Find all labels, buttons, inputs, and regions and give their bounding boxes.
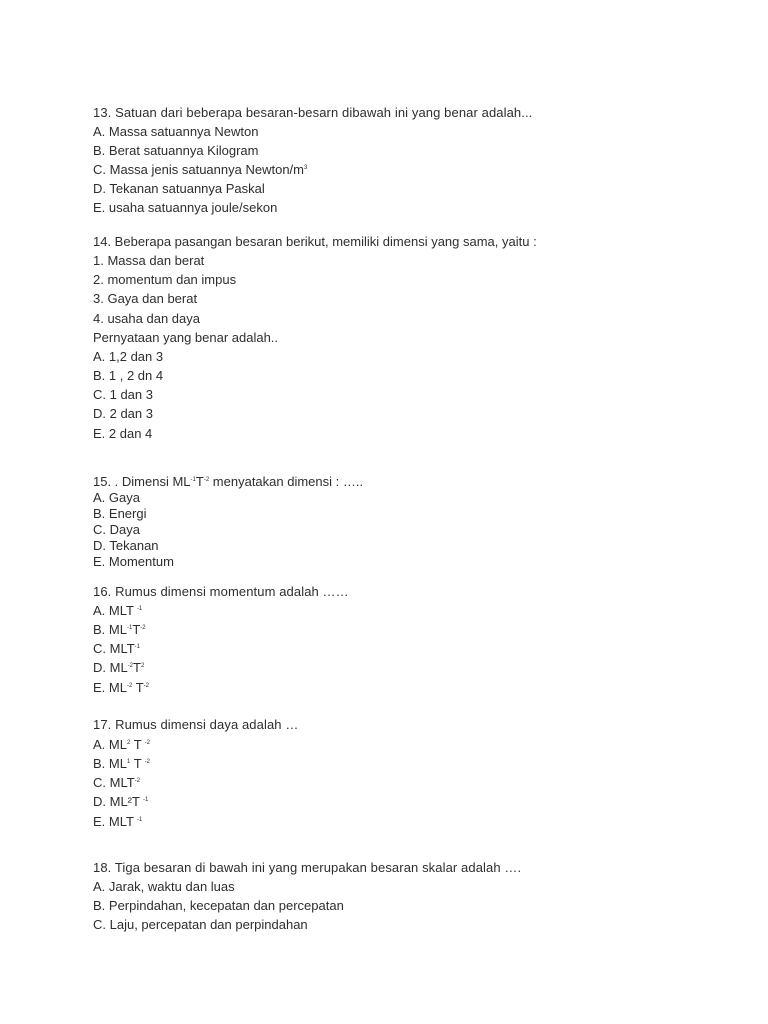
q17-option-d-pre: D. ML²T <box>93 794 140 809</box>
q17-option-b <box>93 756 150 772</box>
q15-question-post: menyatakan dimensi : ….. <box>209 474 364 489</box>
q17-option-a-mid: T <box>130 737 142 752</box>
q17-option-a <box>93 737 150 753</box>
q14-statement-3: 3. Gaya dan berat <box>93 291 198 306</box>
q14-statement-2: 2. momentum dan impus <box>93 272 237 287</box>
q16-option-c <box>93 641 140 657</box>
q14-option-e: E. 2 dan 4 <box>93 426 153 441</box>
q17-option-a-sup-2: -2 <box>144 740 150 746</box>
q14-statement-1: 1. Massa dan berat <box>93 253 205 268</box>
q15-question-mid: T <box>195 474 204 489</box>
q16-option-b-mid: T <box>132 622 141 637</box>
q16-option-d-sup-1: -2 <box>127 663 134 669</box>
q17-option-c-pre: C. MLT <box>93 775 135 790</box>
q14-prompt: Pernyataan yang benar adalah.. <box>93 330 279 345</box>
q16-option-b-sup-1: -1 <box>126 625 133 631</box>
q17-option-d <box>93 794 148 810</box>
q14-option-c: C. 1 dan 3 <box>93 387 153 402</box>
q14-statement-4: 4. usaha dan daya <box>93 311 200 326</box>
q15-option-c: C. Daya <box>93 522 140 537</box>
q17-option-b-sup-1: 1 <box>126 759 131 765</box>
q17-option-c-sup: -2 <box>134 778 140 784</box>
q16-option-e-sup-2: -2 <box>143 683 149 689</box>
q16-option-d-sup-2: 2 <box>140 663 145 669</box>
q16-option-d-pre: D. ML <box>93 660 128 675</box>
q13-option-b: B. Berat satuannya Kilogram <box>93 143 259 158</box>
q15-question-sup-2: -2 <box>203 477 210 483</box>
q14-option-d: D. 2 dan 3 <box>93 406 153 421</box>
q13-option-e: E. usaha satuannya joule/sekon <box>93 200 278 215</box>
q17-option-d-sup: -1 <box>142 797 149 803</box>
q16-option-e <box>93 680 149 696</box>
q17-option-e <box>93 814 142 830</box>
q17-option-e-sup: -1 <box>136 817 143 823</box>
q18-option-a: A. Jarak, waktu dan luas <box>93 879 235 894</box>
q18-option-c: C. Laju, percepatan dan perpindahan <box>93 917 308 932</box>
q16-option-b-pre: B. ML <box>93 622 127 637</box>
q17-option-a-sup-1: 2 <box>126 740 131 746</box>
q18-option-b: B. Perpindahan, kecepatan dan percepatan <box>93 898 344 913</box>
q16-option-a <box>93 603 142 619</box>
q17-option-b-pre: B. ML <box>93 756 127 771</box>
q16-option-c-sup: -1 <box>134 644 140 650</box>
q13-option-c-text: C. Massa jenis satuannya Newton/m <box>93 162 304 177</box>
q16-option-b-sup-2: -2 <box>140 625 146 631</box>
q17-question: 17. Rumus dimensi daya adalah … <box>93 717 299 732</box>
q15-option-d: D. Tekanan <box>93 538 159 553</box>
q13-question: 13. Satuan dari beberapa besaran-besarn dibawah ini yang benar adalah... <box>93 105 533 120</box>
q16-option-a-pre: A. MLT <box>93 603 134 618</box>
q13-option-c-sup: 3 <box>303 165 308 171</box>
q13-option-d: D. Tekanan satuannya Paskal <box>93 181 265 196</box>
q15-option-b: B. Energi <box>93 506 147 521</box>
q17-option-c <box>93 775 140 791</box>
q15-question-sup-1: -1 <box>190 477 196 483</box>
q17-option-a-pre: A. ML <box>93 737 127 752</box>
q15-question <box>93 474 363 490</box>
q15-option-e: E. Momentum <box>93 554 174 569</box>
q15-question-pre: 15. . Dimensi ML <box>93 474 191 489</box>
q13-option-a: A. Massa satuannya Newton <box>93 124 259 139</box>
q14-option-a: A. 1,2 dan 3 <box>93 349 164 364</box>
q16-option-c-pre: C. MLT <box>93 641 135 656</box>
q16-option-d-mid: T <box>133 660 141 675</box>
q16-question: 16. Rumus dimensi momentum adalah …… <box>93 584 349 599</box>
q17-option-e-pre: E. MLT <box>93 814 134 829</box>
q18-question: 18. Tiga besaran di bawah ini yang merupakan besaran skalar adalah …. <box>93 860 522 875</box>
q16-option-e-sup-1: -2 <box>126 683 133 689</box>
q17-option-b-mid: T <box>130 756 142 771</box>
q15-option-a: A. Gaya <box>93 490 140 505</box>
q13-option-c <box>93 162 307 178</box>
q16-option-a-sup: -1 <box>136 606 143 612</box>
q17-option-b-sup-2: -2 <box>144 759 150 765</box>
q16-option-d <box>93 660 144 676</box>
q14-option-b: B. 1 , 2 dn 4 <box>93 368 164 383</box>
q14-question: 14. Beberapa pasangan besaran berikut, memiliki dimensi yang sama, yaitu : <box>93 234 537 249</box>
q16-option-e-mid: T <box>132 680 144 695</box>
q16-option-e-pre: E. ML <box>93 680 127 695</box>
q16-option-b <box>93 622 146 638</box>
